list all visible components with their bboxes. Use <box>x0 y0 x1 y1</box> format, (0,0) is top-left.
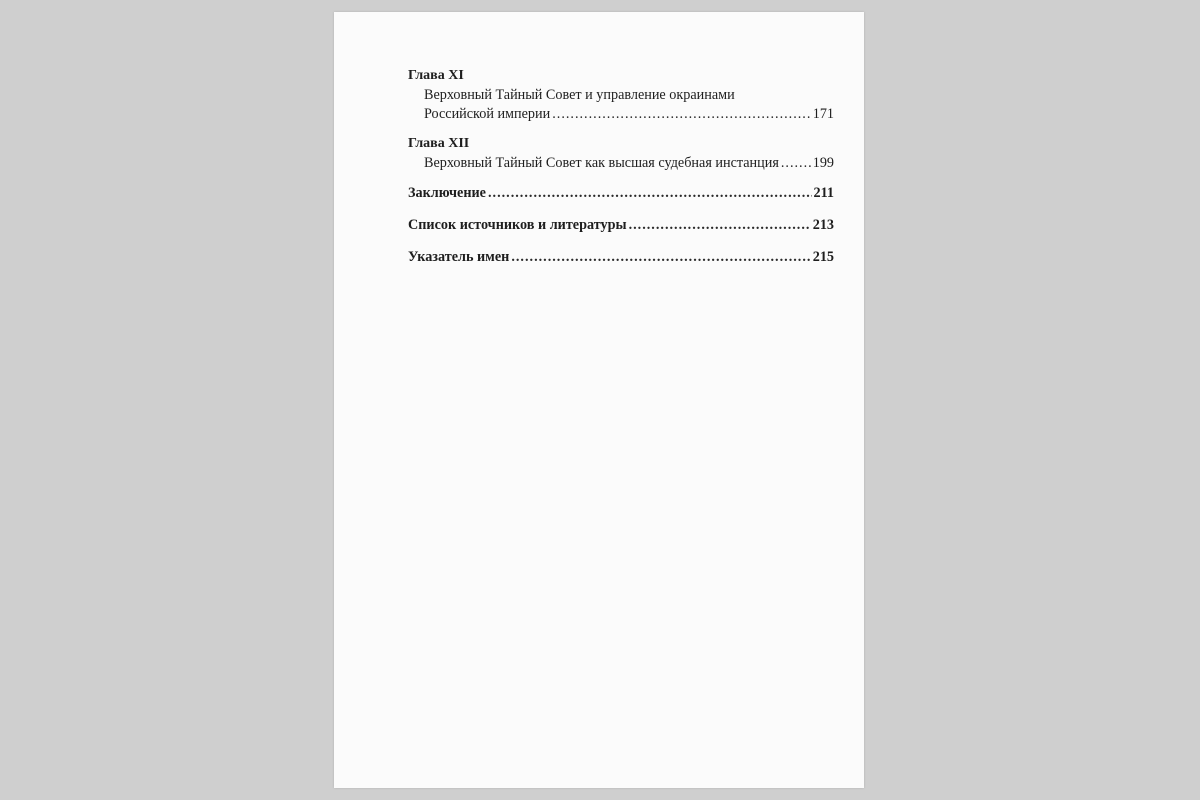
toc-chapter-11 <box>408 66 834 124</box>
dot-leader <box>781 154 811 173</box>
dot-leader <box>629 215 811 235</box>
section-line <box>408 183 834 203</box>
dot-leader <box>511 247 810 267</box>
chapter-title-line: Верховный Тайный Совет и управление окраинами <box>424 87 735 103</box>
chapter-title-line: Верховный Тайный Совет как высшая судебная инстанция <box>424 155 779 171</box>
page-number: 213 <box>812 217 834 233</box>
section-line <box>408 215 834 235</box>
chapter-title <box>408 154 834 173</box>
toc-section-index <box>408 247 834 267</box>
page-number: 211 <box>813 185 834 201</box>
toc-chapter-12 <box>408 134 834 173</box>
chapter-label: Глава XII <box>408 136 470 151</box>
dot-leader <box>488 183 812 203</box>
chapter-title-line: Российской империи <box>424 106 551 122</box>
toc-section-sources <box>408 215 834 235</box>
section-line <box>408 247 834 267</box>
page-number: 199 <box>812 155 834 171</box>
book-page <box>334 12 864 788</box>
page-number: 215 <box>812 249 834 265</box>
chapter-label: Глава XI <box>408 68 464 83</box>
section-title: Список источников и литературы <box>408 217 627 233</box>
chapter-title-last-line <box>424 105 834 124</box>
dot-leader <box>552 105 811 124</box>
section-title: Указатель имен <box>408 249 510 265</box>
toc-section-conclusion <box>408 183 834 203</box>
chapter-title-last-line <box>424 154 834 173</box>
section-title: Заключение <box>408 185 486 201</box>
table-of-contents <box>408 66 834 279</box>
chapter-title <box>408 86 834 124</box>
page-number: 171 <box>812 106 834 122</box>
